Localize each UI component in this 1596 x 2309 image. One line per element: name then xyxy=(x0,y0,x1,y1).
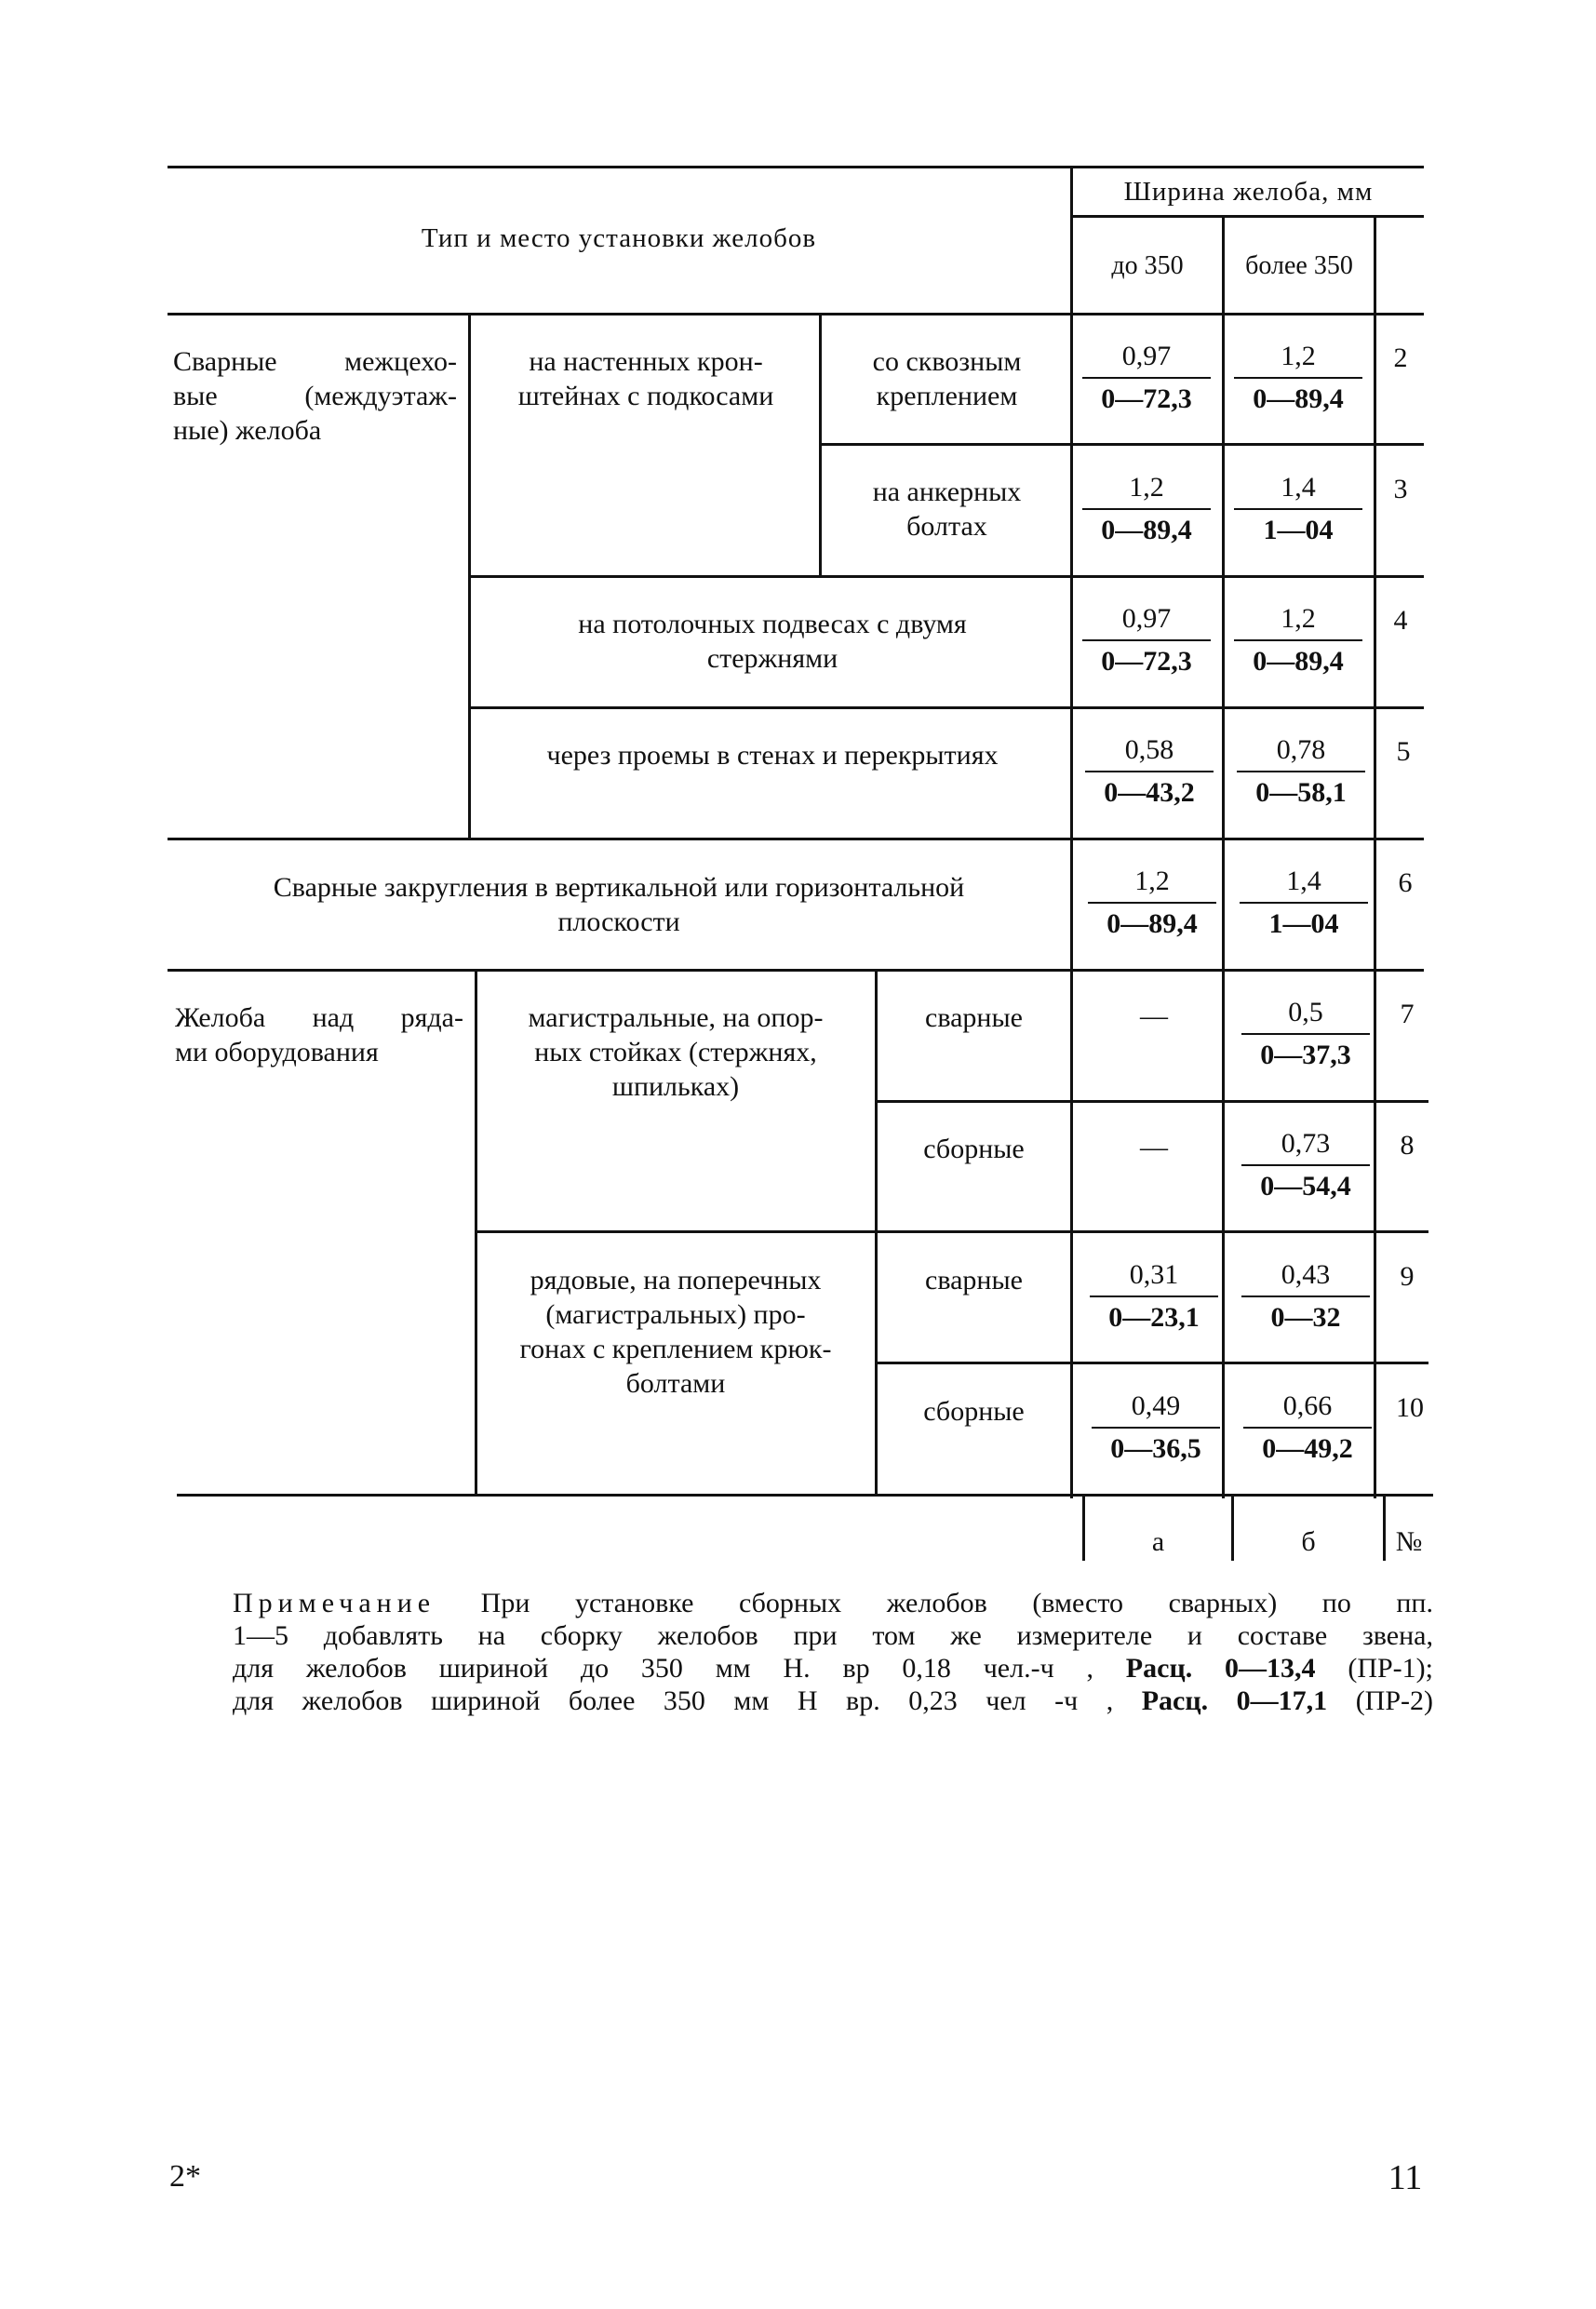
subgroup-wall-brackets: на настенных крон- штейнах с подкосами xyxy=(517,346,774,411)
subgroup-ceiling-hangers: на потолочных подвесах с двумя стержнями xyxy=(578,609,967,674)
footer-col-a: а xyxy=(1151,1526,1165,1557)
table-rule xyxy=(177,1494,1433,1497)
subgroup-row-on-purlins: рядовые, на поперечных (магистральных) про- гонах с креплением крюк- болтами xyxy=(519,1265,832,1399)
note-title: Примечание xyxy=(233,1588,436,1618)
table-rule xyxy=(819,313,822,576)
footer-col-b: б xyxy=(1301,1526,1316,1557)
norm-value-b: 0,43 0—32 xyxy=(1236,1258,1375,1335)
group-welded-roundings: Сварные закругления в вертикальной или горизонтальной плоскости xyxy=(273,872,965,937)
norm-value-b: 0,73 0—54,4 xyxy=(1236,1127,1375,1203)
norm-value-b: 0,66 0—49,2 xyxy=(1238,1389,1377,1466)
norm-value-a-empty: — xyxy=(1140,1132,1168,1162)
note-block: Примечание При установке сборных желобов (вместо сварных) по пп. 1—5 добавлять на сборку желобов при том же измерителе и составе звена, для желобов шириной до 350 мм Н. вр 0,18 чел.-ч , Расц. 0—13,4 (ПР-1); для желобов шириной более 350 мм Н вр. 0,23 чел -ч , Расц. 0—17,1 (ПР-2) xyxy=(233,1588,1434,1716)
table-rule xyxy=(470,575,1424,578)
variant-assembled: сборные xyxy=(923,1134,1025,1164)
variant-welded: сварные xyxy=(925,1265,1023,1295)
page-number: 11 xyxy=(1388,2158,1423,2197)
footer-col-no: № xyxy=(1395,1526,1423,1557)
variant-anchor-bolts: на анкерных болтах xyxy=(872,477,1022,542)
norm-value-a-empty: — xyxy=(1140,1000,1168,1031)
group-welded-gutters: Сварные межцехо- вые (междуэтаж- ные) желоба xyxy=(173,346,457,446)
norm-value-b: 0,78 0—58,1 xyxy=(1231,733,1371,810)
subgroup-main-on-supports: магистральные, на опор- ных стойках (стержнях, шпильках) xyxy=(528,1002,824,1102)
row-number: 10 xyxy=(1396,1392,1424,1423)
table-rule xyxy=(168,969,1424,972)
norm-value-b: 1,2 0—89,4 xyxy=(1228,340,1368,416)
table-rule xyxy=(1070,166,1073,1498)
table-rule xyxy=(470,706,1424,709)
table-rule xyxy=(1073,215,1424,218)
row-number: 8 xyxy=(1400,1130,1415,1161)
norm-value-b: 1,4 1—04 xyxy=(1234,865,1374,941)
norm-value-a: 1,2 0—89,4 xyxy=(1082,865,1222,941)
rate-value: Расц. 0—13,4 xyxy=(1125,1653,1316,1684)
norm-value-b: 1,2 0—89,4 xyxy=(1228,602,1368,678)
header-type-label: Тип и место установки желобов xyxy=(421,223,817,253)
header-subcol-a: до 350 xyxy=(1111,251,1184,280)
table-rule xyxy=(168,166,1424,168)
norm-value-a: 0,58 0—43,2 xyxy=(1080,733,1219,810)
header-width-label: Ширина желоба, мм xyxy=(1123,177,1374,207)
norm-value-a: 0,97 0—72,3 xyxy=(1077,340,1216,416)
variant-through-fastening: со сквозным креплением xyxy=(872,346,1022,411)
row-number: 4 xyxy=(1393,605,1408,636)
row-number: 5 xyxy=(1396,736,1411,767)
table-rule xyxy=(822,443,1424,446)
row-number: 7 xyxy=(1400,999,1415,1029)
row-number: 6 xyxy=(1398,867,1413,898)
norm-value-b: 0,5 0—37,3 xyxy=(1236,996,1375,1072)
group-gutters-over-equipment: Желоба над ряда- ми оборудования xyxy=(175,1002,463,1067)
row-number: 9 xyxy=(1400,1261,1415,1292)
variant-assembled: сборные xyxy=(923,1396,1025,1427)
norm-value-a: 1,2 0—89,4 xyxy=(1077,471,1216,547)
table-rule xyxy=(475,1230,1428,1233)
table-rule xyxy=(475,969,477,1495)
table-rule xyxy=(877,1100,1428,1103)
header-subcol-b: более 350 xyxy=(1245,251,1353,280)
variant-welded: сварные xyxy=(925,1002,1023,1033)
table-rule xyxy=(468,313,471,839)
row-number: 3 xyxy=(1393,474,1408,504)
rate-value: Расц. 0—17,1 xyxy=(1141,1685,1328,1716)
subgroup-through-openings: через проемы в стенах и перекрытиях xyxy=(546,740,999,771)
row-number: 2 xyxy=(1393,342,1408,373)
table-rule xyxy=(168,313,1424,315)
norm-value-a: 0,97 0—72,3 xyxy=(1077,602,1216,678)
norm-value-b: 1,4 1—04 xyxy=(1228,471,1368,547)
table-rule xyxy=(877,1362,1428,1364)
norm-value-a: 0,49 0—36,5 xyxy=(1086,1389,1226,1466)
signature-mark: 2* xyxy=(169,2159,201,2194)
norm-value-a: 0,31 0—23,1 xyxy=(1084,1258,1224,1335)
table-rule xyxy=(168,838,1424,840)
